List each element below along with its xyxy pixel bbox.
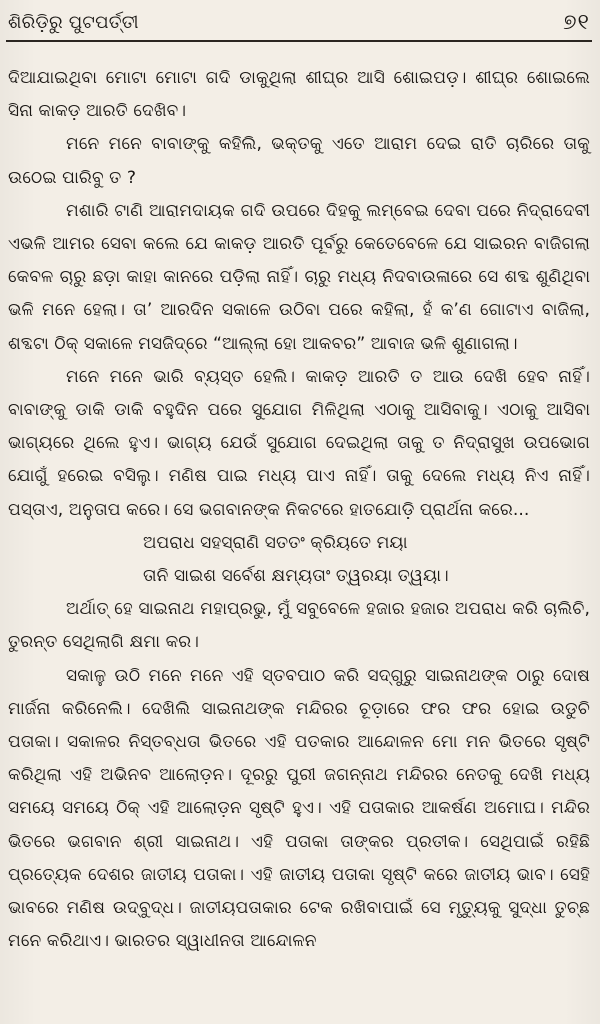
running-title: ଶିରିଡ଼ିରୁ ପୁଟପର୍ତ୍ତୀ [8, 11, 139, 33]
verse-line-1: ଅପରାଧ ସହସ୍ରାଣି ସତତଂ କ୍ରିୟତେ ମୟା [143, 532, 408, 553]
page-number: ୭୧ [563, 9, 590, 35]
paragraph-5: ଅର୍ଥାତ୍ ହେ ସାଇନାଥ ମହାପ୍ରଭୁ, ମୁଁ ସବୁବେଳେ ହଜାର ହଜାର ଅପରାଧ କରି ଚାଲିଚି, ତୁରନ୍ତ ସେଥିଲାଗି କ୍ଷମା କର। [8, 599, 590, 653]
page-header [8, 4, 590, 40]
paragraph-3: ମଶାରି ଟାଣି ଆରାମଦାୟକ ଗଦି ଉପରେ ଦିହକୁ ଲମ୍ବେଇ ଦେବା ପରେ ନିଦ୍ରାଦେବୀ ଏଭଳି ଆମର ସେବା କଲେ ଯେ କାକଡ଼ ଆରତି ପୂର୍ବରୁ କେତେବେଳେ ଯେ ସାଇରନ ବାଜିଗଲା କେବଳ ଚାରୁ ଛଡ଼ା କାହା କାନରେ ପଡ଼ିଲା ନାହିଁ। ଚାରୁ ମଧ୍ୟ ନିଦବାଉଳାରେ ସେ ଶବ୍ଦ ଶୁଣିଥିବା ଭଳି ମନେ ହେଲା। ତା’ ଆରଦିନ ସକାଳେ ଉଠିବା ପରେ କହିଲା, ହଁ କ’ଣ ଗୋଟାଏ ବାଜିଲା, ଶବ୍ଦଟା ଠିକ୍ ସକାଳେ ମସଜିଦ୍‌ରେ “ଆଲ୍ଲା ହୋ ଆକବର” ଆବାଜ ଭଳି ଶୁଣାଗଲା। [8, 200, 590, 354]
paragraph-2: ମନେ ମନେ ବାବାଙ୍କୁ କହିଲି, ଭକ୍ତକୁ ଏତେ ଆରାମ ଦେଇ ରାତି ଚାରିରେ ତାକୁ ଉଠେଇ ପାରିବୁ ତ ? [8, 134, 590, 188]
paragraph-1: ଦିଆଯାଇଥିବା ମୋଟା ମୋଟା ଗଦି ଡାକୁଥିଲା ଶୀଘ୍ର ଆସି ଶୋଇପଡ଼। ଶୀଘ୍ର ଶୋଇଲେ ସିନା କାକଡ଼ ଆରତି ଦେଖିବ। [8, 68, 590, 122]
paragraph-6: ସକାଳୁ ଉଠି ମନେ ମନେ ଏହି ସ୍ତବପାଠ କରି ସଦ୍‌ଗୁରୁ ସାଇନାଥଙ୍କ ଠାରୁ ଦୋଷ ମାର୍ଜନା କରିନେଲି। ଦେଖିଲି ସାଇନାଥଙ୍କ ମନ୍ଦିରର ଚୂଡ଼ାରେ ଫର ଫର ହୋଇ ଉଡୁଚି ପତାକା। ସକାଳର ନିସ୍ତବ୍ଧତା ଭିତରେ ଏହି ପତକାର ଆନ୍ଦୋଳନ ମୋ ମନ ଭିତରେ ସୃଷ୍ଟି କରିଥିଲା ଏହି ଅଭିନବ ଆଲୋଡ଼ନ। ଦୂରରୁ ପୁରୀ ଜଗନ୍ନାଥ ମନ୍ଦିରର ନେତକୁ ଦେଖି ମଧ୍ୟ ସମୟେ ସମୟେ ଠିକ୍ ଏହି ଆଲୋଡ଼ନ ସୃଷ୍ଟି ହୁଏ। ଏହି ପତାକାର ଆକର୍ଷଣ ଅମୋଘ। ମନ୍ଦିର ଭିତରେ ଭଗବାନ ଶ୍ରୀ ସାଇନାଥ। ଏହି ପତାକା ତାଙ୍କର ପ୍ରତୀକ। ସେଥିପାଇଁ ରହିଛି ପ୍ରତ୍ୟେକ ଦେଶର ଜାତୀୟ ପତାକା। ଏହି ଜାତୀୟ ପତାକା ସୃଷ୍ଟି କରେ ଜାତୀୟ ଭାବ। ସେହି ଭାବରେ ମଣିଷ ଉଦ୍‌ବୁଦ୍ଧ। ଜାତୀୟପତାକାର ଟେକ ରଖିବାପାଇଁ ସେ ମୃତ୍ୟୁକୁ ସୁଦ୍ଧା ତୁଚ୍ଛ ମନେ କରିଥାଏ। ଭାରତର ସ୍ୱାଧୀନତା ଆନ୍ଦୋଳନ [8, 665, 590, 952]
body-text [8, 62, 590, 958]
paragraph-4: ମନେ ମନେ ଭାରି ବ୍ୟସ୍ତ ହେଲି। କାକଡ଼ ଆରତି ତ ଆଉ ଦେଖି ହେବ ନାହିଁ। ବାବାଙ୍କୁ ଡାକି ଡାକି ବହୁଦିନ ପରେ ସୁଯୋଗ ମିଳିଥିଲା ଏଠାକୁ ଆସିବାକୁ। ଏଠାକୁ ଆସିବା ଭାଗ୍ୟରେ ଥିଲେ ହୁଏ। ଭାଗ୍ୟ ଯେଉଁ ସୁଯୋଗ ଦେଇଥିଲା ତାକୁ ତ ନିଦ୍ରାସୁଖ ଉପଭୋଗ ଯୋଗୁଁ ହରେଇ ବସିଲୁ। ମଣିଷ ପାଇ ମଧ୍ୟ ପାଏ ନାହିଁ। ତାକୁ ଦେଲେ ମଧ୍ୟ ନିଏ ନାହିଁ। ପସ୍ତାଏ, ଅନୁତାପ କରେ। ସେ ଭଗବାନଙ୍କ ନିକଟରେ ହାତଯୋଡ଼ି ପ୍ରାର୍ଥନା କରେ... [8, 366, 590, 520]
verse-line-2: ତାନି ସାଇଶ ସର୍ବେଶ କ୍ଷମ୍ୟତାଂ ତ୍ୱରୟା ତ୍ୱୟା। [143, 566, 449, 587]
header-divider [6, 40, 592, 42]
